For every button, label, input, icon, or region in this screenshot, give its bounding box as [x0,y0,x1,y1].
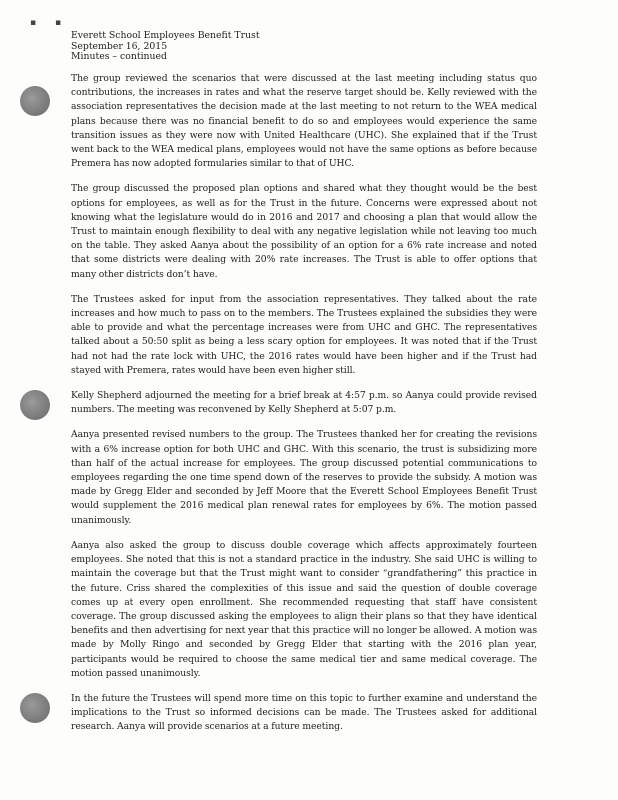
scan-speck: ▪ [30,18,37,28]
meeting-date: September 16, 2015 [71,40,168,52]
paragraph-scenarios-review: The group reviewed the scenarios that were discussed at the last meeting including status quo contributions, the increases in rates and what the reserve target should be. Kelly reviewed with the association representatives the decision made at the last meeting to not return to the WEA medical plans because there was no financial benefit to do so and employees would experience the same transition issues as they were now with United Healthcare (UHC). She explained that if the Trust went back to the WEA medical plans, employees would not have the same options as before because Premera has now adopted formularies similar to that of UHC. [71,73,537,170]
minutes-body [71,72,537,746]
paragraph-association-input: The Trustees asked for input from the association representatives. They talked about the rate increases and how much to pass on to the members. The Trustees explained the subsidies they were able to provide and what the percentage increases were from UHC and GHC. The representatives talked about a 50:50 split as being a less scary option for employees. It was noted that if the Trust had not had the rate lock with UHC, the 2016 rates would have been higher and if the Trust had stayed with Premera, rates would have been even higher still. [71,293,537,376]
punch-hole [20,390,50,420]
minutes-label: Minutes – continued [71,51,167,62]
paragraph-meeting-break: Kelly Shepherd adjourned the meeting for a brief break at 4:57 p.m. so Aanya could provide revised numbers. The meeting was reconvened by Kelly Shepherd at 5:07 p.m. [71,390,537,416]
organization-name: Everett School Employees Benefit Trust [71,30,260,41]
punch-hole [20,86,50,116]
document-header [71,31,260,63]
paragraph-future-research: In the future the Trustees will spend more time on this topic to further examine and understand the implications to the Trust so informed decisions can be made. The Trustees asked for additional research. Aanya will provide scenarios at a future meeting. [71,692,537,733]
scan-speck: ▪ [55,18,62,28]
paragraph-revised-numbers: Aanya presented revised numbers to the group. The Trustees thanked her for creating the revisions with a 6% increase option for both UHC and GHC. With this scenario, the trust is subsidizing more than half of the actual increase for employees. The group discussed potential communications to employees regarding the one time spend down of the reserves to provide the subsidy. A motion was made by Gregg Elder and seconded by Jeff Moore that the Everett School Employees Benefit Trust would supplement the 2016 medical plan renewal rates for employees by 6%. The motion passed unanimously. [71,429,537,526]
punch-hole [20,693,50,723]
paragraph-double-coverage: Aanya also asked the group to discuss double coverage which affects approximately fourteen employees. She noted that this is not a standard practice in the industry. She said UHC is willing to maintain the coverage but that the Trust might want to consider “grandfathering” this practice in the future. Criss shared the complexities of this issue and said the question of double coverage comes up at every open enrollment. She recommended requesting that staff have consistent coverage. The group discussed asking the employees to align their plans so that they have identical benefits and then advertising for next year that this practice will no longer be allowed. A motion was made by Molly Ringo and seconded by Gregg Elder that starting with the 2016 plan year, participants would be required to choose the same medical tier and same medical coverage. The motion passed unanimously. [71,539,537,679]
paragraph-plan-options: The group discussed the proposed plan options and shared what they thought would be the best options for employees, as well as for the Trust in the future. Concerns were expressed about not knowing what the legislature would do in 2016 and 2017 and choosing a plan that would allow the Trust to maintain enough flexibility to deal with any negative legislation while not leaving too much on the table. They asked Aanya about the possibility of an option for a 6% rate increase and noted that some districts were dealing with 20% rate increases. The Trust is able to offer options that many other districts don’t have. [71,183,537,280]
